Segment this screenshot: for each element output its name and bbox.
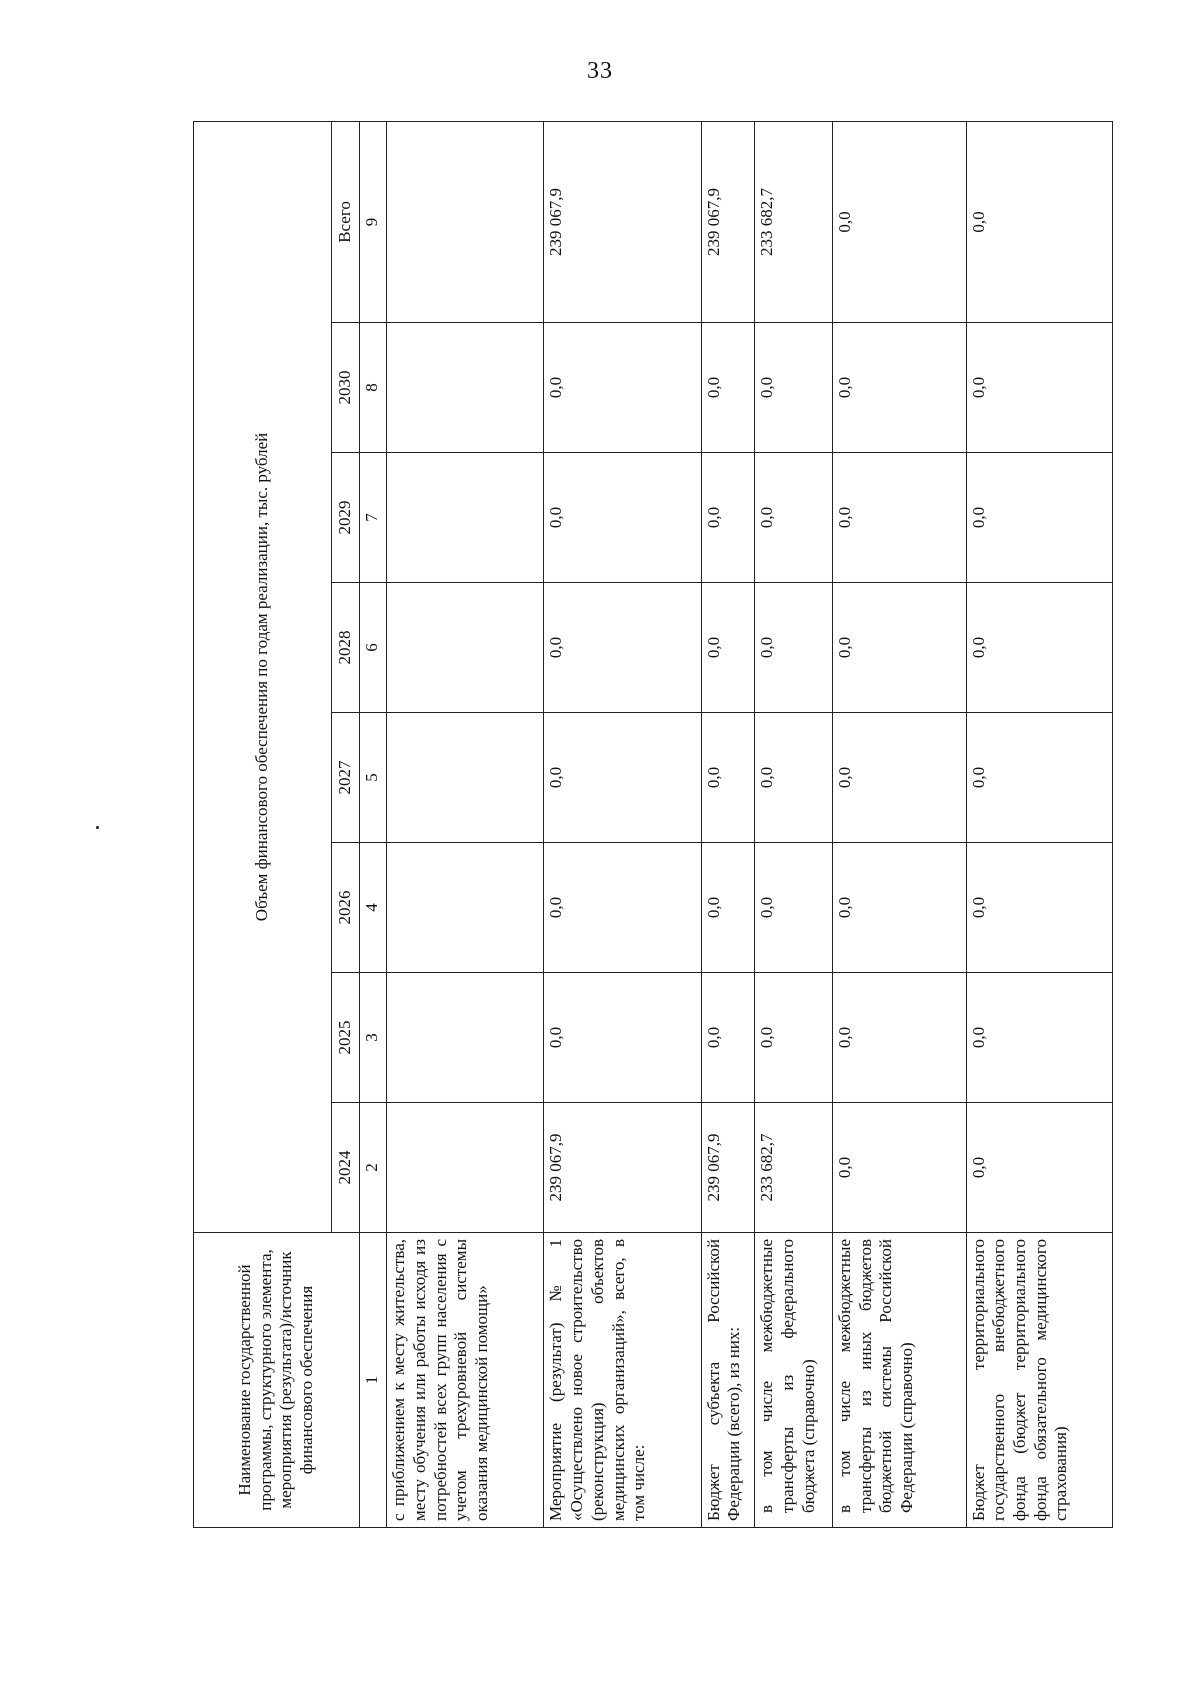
- value-cell: 0,0: [544, 843, 701, 973]
- value-cell: 0,0: [832, 973, 966, 1103]
- table-row: [701, 121, 755, 1527]
- stray-dot: [96, 826, 99, 829]
- value-cell: 0,0: [966, 713, 1113, 843]
- value-cell: 0,0: [832, 843, 966, 973]
- value-cell: 0,0: [544, 583, 701, 713]
- value-cell: [387, 323, 544, 453]
- value-cell: 0,0: [755, 583, 833, 713]
- rotated-table: [193, 122, 1113, 1528]
- year-header: 2027: [331, 713, 359, 843]
- column-index: 4: [359, 843, 387, 973]
- column-index: 2: [359, 1103, 387, 1233]
- value-cell: 0,0: [832, 583, 966, 713]
- row-name: в том числе межбюджетные трансферты из федерального бюджета (справочно): [755, 1233, 833, 1528]
- table-row: [966, 121, 1113, 1527]
- column-index: 7: [359, 453, 387, 583]
- value-cell: [387, 453, 544, 583]
- page-number: 33: [587, 58, 613, 84]
- table-container: [193, 122, 1113, 1528]
- year-header: 2030: [331, 323, 359, 453]
- column-index: 8: [359, 323, 387, 453]
- name-column-header: Наименование государственной программы, структурного элемента, мероприятия (результата)/источник финансового обеспечения: [194, 1233, 360, 1528]
- year-header: 2026: [331, 843, 359, 973]
- header-row-main: [194, 121, 332, 1527]
- total-header: Всего: [331, 121, 359, 322]
- year-header: 2028: [331, 583, 359, 713]
- value-cell: 0,0: [966, 583, 1113, 713]
- column-index: 9: [359, 121, 387, 322]
- value-cell: 0,0: [544, 973, 701, 1103]
- table-row: [832, 121, 966, 1527]
- value-cell: [387, 121, 544, 322]
- row-name: в том числе межбюджетные трансферты из иных бюджетов бюджетной системы Российской Федерации (справочно): [832, 1233, 966, 1528]
- table-row: [755, 121, 833, 1527]
- year-header: 2024: [331, 1103, 359, 1233]
- value-cell: [387, 973, 544, 1103]
- financing-volume-header: Объем финансового обеспечения по годам реализации, тыс. рублей: [194, 121, 332, 1232]
- value-cell: 0,0: [755, 453, 833, 583]
- value-cell: 0,0: [832, 323, 966, 453]
- value-cell: 0,0: [544, 453, 701, 583]
- value-cell: 0,0: [832, 713, 966, 843]
- value-cell: 0,0: [701, 843, 755, 973]
- value-cell: [387, 1103, 544, 1233]
- year-header: 2025: [331, 973, 359, 1103]
- value-cell: 0,0: [701, 323, 755, 453]
- row-name: Мероприятие (результат) № 1 «Осуществлено новое строительство (реконструкция) объектов медицинских организаций», всего, в том числе:: [544, 1233, 701, 1528]
- value-cell: 233 682,7: [755, 121, 833, 322]
- value-cell: 0,0: [544, 713, 701, 843]
- value-cell: 0,0: [755, 843, 833, 973]
- index-row: [359, 121, 387, 1527]
- value-cell: 0,0: [832, 1103, 966, 1233]
- value-cell: 0,0: [701, 453, 755, 583]
- value-cell: 0,0: [966, 453, 1113, 583]
- value-cell: 239 067,9: [701, 1103, 755, 1233]
- table-row: [544, 121, 701, 1527]
- column-index: 3: [359, 973, 387, 1103]
- value-cell: 0,0: [966, 843, 1113, 973]
- value-cell: 0,0: [966, 973, 1113, 1103]
- value-cell: 0,0: [701, 973, 755, 1103]
- value-cell: 0,0: [966, 121, 1113, 322]
- value-cell: 0,0: [832, 453, 966, 583]
- value-cell: 0,0: [701, 713, 755, 843]
- row-name: с приближением к месту жительства, месту обучения или работы исходя из потребностей всех групп населения с учетом трехуровневой системы оказания медицинской помощи»: [387, 1233, 544, 1528]
- value-cell: [387, 583, 544, 713]
- year-header: 2029: [331, 453, 359, 583]
- column-index: 6: [359, 583, 387, 713]
- row-name: Бюджет субъекта Российской Федерации (всего), из них:: [701, 1233, 755, 1528]
- value-cell: 239 067,9: [701, 121, 755, 322]
- column-index: 1: [359, 1233, 387, 1528]
- value-cell: 0,0: [701, 583, 755, 713]
- value-cell: 233 682,7: [755, 1103, 833, 1233]
- table-row: [387, 121, 544, 1527]
- value-cell: 0,0: [832, 121, 966, 322]
- value-cell: 239 067,9: [544, 121, 701, 322]
- value-cell: [387, 713, 544, 843]
- value-cell: 0,0: [755, 713, 833, 843]
- value-cell: 0,0: [755, 973, 833, 1103]
- value-cell: [387, 843, 544, 973]
- value-cell: 0,0: [966, 1103, 1113, 1233]
- financing-table: [193, 121, 1113, 1528]
- row-name: Бюджет территориального государственного внебюджетного фонда (бюджет территориального фонда обязательного медицинского страхования): [966, 1233, 1113, 1528]
- value-cell: 0,0: [544, 323, 701, 453]
- column-index: 5: [359, 713, 387, 843]
- value-cell: 239 067,9: [544, 1103, 701, 1233]
- value-cell: 0,0: [755, 323, 833, 453]
- value-cell: 0,0: [966, 323, 1113, 453]
